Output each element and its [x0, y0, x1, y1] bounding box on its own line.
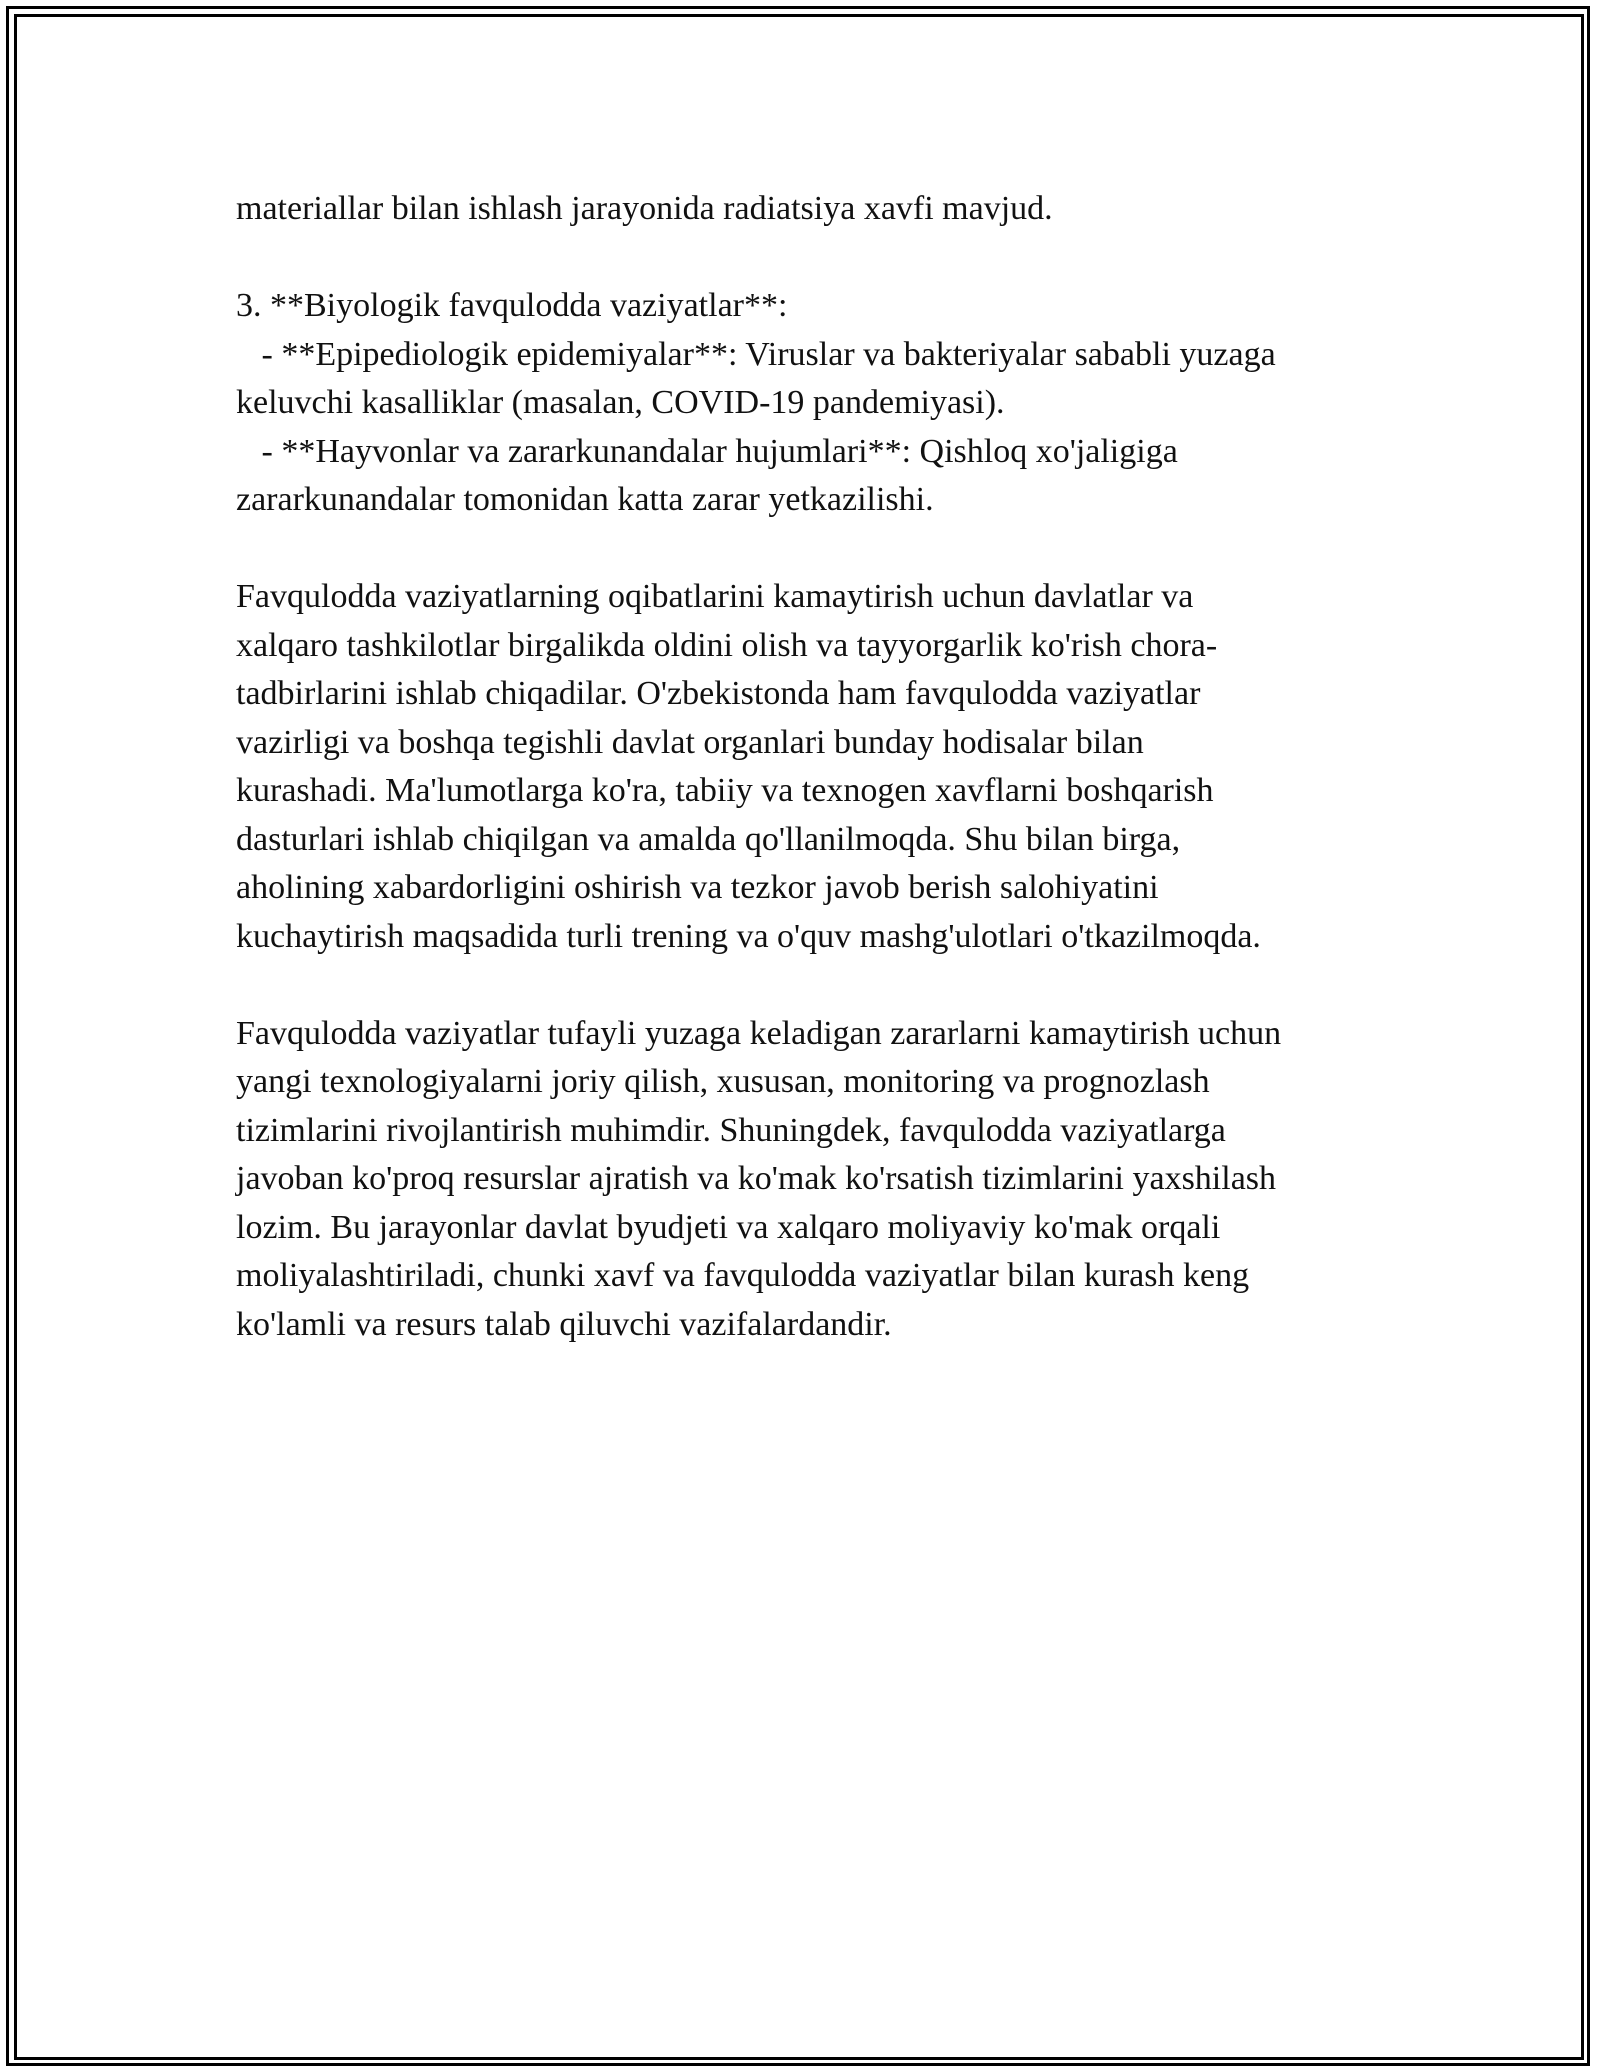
- paragraph: [236, 573, 1376, 961]
- paragraph-line: tadbirlarini ishlab chiqadilar. O'zbekistonda ham favqulodda vaziyatlar: [236, 675, 1201, 712]
- paragraph-line: kuchaytirish maqsadida turli trening va o'quv mashg'ulotlari o'tkazilmoqda.: [236, 917, 1261, 955]
- list-item: [236, 428, 1376, 525]
- paragraph-line: kurashadi. Ma'lumotlarga ko'ra, tabiiy va texnogen xavflarni boshqarish: [236, 772, 1214, 809]
- section-heading: 3. **Biyologik favqulodda vaziyatlar**:: [236, 287, 788, 324]
- list-item-line: - **Epipediologik epidemiyalar**: Viruslar va bakteriyalar sababli yuzaga: [236, 335, 1276, 373]
- paragraph-line: lozim. Bu jarayonlar davlat byudjeti va xalqaro moliyaviy ko'mak orqali: [236, 1208, 1221, 1246]
- paragraph-line: dasturlari ishlab chiqilgan va amalda qo'llanilmoqda. Shu bilan birga,: [236, 820, 1181, 858]
- paragraph-gap: [236, 525, 1376, 574]
- intro-line: materiallar bilan ishlash jarayonida radiatsiya xavfi mavjud.: [236, 190, 1053, 227]
- paragraph-line: Favqulodda vaziyatlar tufayli yuzaga keladigan zararlarni kamaytirish uchun: [236, 1014, 1282, 1052]
- paragraph-gap: [236, 234, 1376, 283]
- paragraph-line: aholining xabardorligini oshirish va tezkor javob berish salohiyatini: [236, 869, 1159, 906]
- paragraph-gap: [236, 961, 1376, 1010]
- list-item-line: keluvchi kasalliklar (masalan, COVID-19 pandemiyasi).: [236, 384, 1005, 421]
- paragraph-line: yangi texnologiyalarni joriy qilish, xususan, monitoring va prognozlash: [236, 1063, 1210, 1100]
- list-item-line: zararkunandalar tomonidan katta zarar yetkazilishi.: [236, 481, 934, 518]
- paragraph-line: ko'lamli va resurs talab qiluvchi vazifalardandir.: [236, 1305, 892, 1343]
- paragraph-line: xalqaro tashkilotlar birgalikda oldini olish va tayyorgarlik ko'rish chora-: [236, 626, 1218, 664]
- section-3: [236, 282, 1376, 525]
- list-item: [236, 331, 1376, 428]
- list-item-line: - **Hayvonlar va zararkunandalar hujumlari**: Qishloq xo'jaligiga: [236, 432, 1178, 470]
- paragraph-line: vazirligi va boshqa tegishli davlat organlari bunday hodisalar bilan: [236, 723, 1144, 761]
- paragraph: [236, 1010, 1376, 1350]
- paragraph-line: javoban ko'proq resurslar ajratish va ko'mak ko'rsatish tizimlarini yaxshilash: [236, 1160, 1277, 1197]
- paragraph-line: Favqulodda vaziyatlarning oqibatlarini kamaytirish uchun davlatlar va: [236, 578, 1194, 615]
- paragraph-line: tizimlarini rivojlantirish muhimdir. Shuningdek, favqulodda vaziyatlarga: [236, 1111, 1226, 1149]
- paragraph-line: moliyalashtiriladi, chunki xavf va favqulodda vaziyatlar bilan kurash keng: [236, 1257, 1250, 1294]
- document-body: [236, 185, 1376, 1349]
